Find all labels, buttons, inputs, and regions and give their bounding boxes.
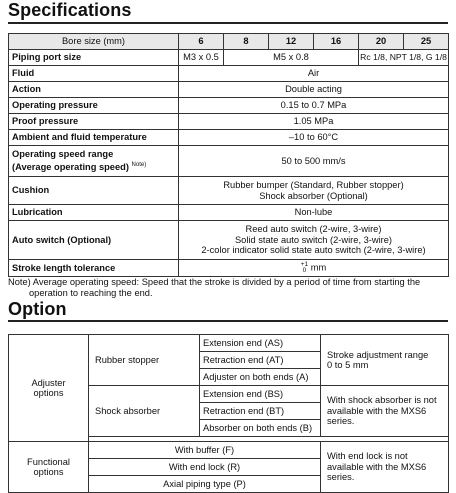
lubrication-label: Lubrication xyxy=(9,205,179,221)
auto-switch-row xyxy=(9,221,449,260)
piping-port-label: Piping port size xyxy=(9,50,179,66)
specifications-note xyxy=(8,277,448,299)
functional-label-line2: options xyxy=(33,467,64,477)
functional-options-label xyxy=(9,442,89,493)
note-line2: operation to reaching the end. xyxy=(29,288,153,298)
bore-size-cell: 6 xyxy=(179,34,224,50)
spec-row-value: Double acting xyxy=(179,82,449,98)
spec-row xyxy=(9,66,449,82)
piping-port-value: Rc 1/8, NPT 1/8, G 1/8 xyxy=(359,50,449,66)
option-table xyxy=(8,334,449,493)
bore-size-cell: 8 xyxy=(224,34,269,50)
spec-row-label: Proof pressure xyxy=(9,114,179,130)
speed-label-line2 xyxy=(12,160,175,173)
auto-switch-value-line: Solid state auto switch (2-wire, 3-wire) xyxy=(234,234,393,245)
lubrication-row xyxy=(9,205,449,221)
shock-absorber-item: Retraction end (BT) xyxy=(200,403,321,420)
spec-row xyxy=(9,130,449,146)
shock-absorber-label: Shock absorber xyxy=(89,386,200,437)
specifications-title-rule xyxy=(8,22,448,24)
shock-absorber-remark xyxy=(321,386,449,437)
piping-port-value: M5 x 0.8 xyxy=(224,50,359,66)
speed-note-marker: Note) xyxy=(131,161,147,168)
bore-size-label: Bore size (mm) xyxy=(9,34,179,50)
adjuster-options-label xyxy=(9,335,89,442)
cushion-value-line: Rubber bumper (Standard, Rubber stopper) xyxy=(223,180,404,190)
lubrication-value: Non-lube xyxy=(179,205,449,221)
speed-label-line1: Operating speed range xyxy=(12,149,114,160)
tolerance-upper: +1 xyxy=(300,261,309,268)
speed-label-text: (Average operating speed) xyxy=(12,162,129,173)
bore-size-row xyxy=(9,34,449,50)
cushion-value xyxy=(179,177,449,205)
auto-switch-label: Auto switch (Optional) xyxy=(9,221,179,260)
spec-row xyxy=(9,82,449,98)
remark-line: 0 to 5 mm xyxy=(327,360,369,370)
remark-line: series. xyxy=(327,472,355,483)
stroke-tolerance-label: Stroke length tolerance xyxy=(9,260,179,277)
adjuster-label-line1: Adjuster xyxy=(31,377,66,388)
remark-line: Stroke adjustment range xyxy=(327,349,429,360)
rubber-stopper-item: Retraction end (AT) xyxy=(200,352,321,369)
option-title: Option xyxy=(8,299,67,319)
bore-size-cell: 16 xyxy=(314,34,359,50)
rubber-stopper-item: Adjuster on both ends (A) xyxy=(200,369,321,386)
remark-line: series. xyxy=(327,416,355,427)
piping-port-row xyxy=(9,50,449,66)
remark-line: With end lock is not xyxy=(327,451,408,462)
note-line1: Note) Average operating speed: Speed that the stroke is divided by a period of time from starting the xyxy=(8,277,421,287)
tolerance-lower: 0 xyxy=(302,267,307,274)
auto-switch-value xyxy=(179,221,449,260)
auto-switch-value-line: Reed auto switch (2-wire, 3-wire) xyxy=(245,224,382,235)
spec-row-value: Air xyxy=(179,66,449,82)
spec-row-label: Operating pressure xyxy=(9,98,179,114)
tolerance-unit: mm xyxy=(310,262,327,273)
rubber-stopper-item: Extension end (AS) xyxy=(200,335,321,352)
remark-line: available with the MXS6 xyxy=(327,405,427,416)
functional-item: Axial piping type (P) xyxy=(89,476,321,493)
spec-row-value: –10 to 60°C xyxy=(179,130,449,146)
bore-size-cell: 20 xyxy=(359,34,404,50)
bore-size-cell: 25 xyxy=(404,34,449,50)
spec-row xyxy=(9,114,449,130)
stroke-tolerance-row xyxy=(9,260,449,277)
adjuster-label-line2: options xyxy=(33,388,64,398)
auto-switch-value-line: 2-color indicator solid state auto switch (2-wire, 3-wire) xyxy=(201,245,426,256)
option-row xyxy=(9,335,449,352)
speed-row xyxy=(9,146,449,177)
functional-item: With buffer (F) xyxy=(89,442,321,459)
stroke-tolerance-value xyxy=(179,260,449,277)
shock-absorber-item: Extension end (BS) xyxy=(200,386,321,403)
spec-row-label: Action xyxy=(9,82,179,98)
option-title-rule xyxy=(8,320,448,322)
spec-row-label: Ambient and fluid temperature xyxy=(9,130,179,146)
tolerance-fraction xyxy=(301,262,308,274)
spec-row-label: Fluid xyxy=(9,66,179,82)
specifications-title: Specifications xyxy=(8,0,132,20)
rubber-stopper-label: Rubber stopper xyxy=(89,335,200,386)
functional-label-line1: Functional xyxy=(27,456,70,467)
speed-value: 50 to 500 mm/s xyxy=(179,146,449,177)
spec-row-value: 0.15 to 0.7 MPa xyxy=(179,98,449,114)
bore-size-cell: 12 xyxy=(269,34,314,50)
rubber-stopper-remark xyxy=(321,335,449,386)
cushion-value-line: Shock absorber (Optional) xyxy=(259,190,368,201)
specifications-table xyxy=(8,33,449,277)
speed-label xyxy=(9,146,179,177)
cushion-row xyxy=(9,177,449,205)
spec-row-value: 1.05 MPa xyxy=(179,114,449,130)
option-row xyxy=(9,442,449,459)
shock-absorber-item: Absorber on both ends (B) xyxy=(200,420,321,437)
piping-port-value: M3 x 0.5 xyxy=(179,50,224,66)
remark-line: available with the MXS6 xyxy=(327,461,427,472)
cushion-label: Cushion xyxy=(9,177,179,205)
remark-line: With shock absorber is not xyxy=(327,395,437,406)
spec-row xyxy=(9,98,449,114)
functional-remark xyxy=(321,442,449,493)
functional-item: With end lock (R) xyxy=(89,459,321,476)
